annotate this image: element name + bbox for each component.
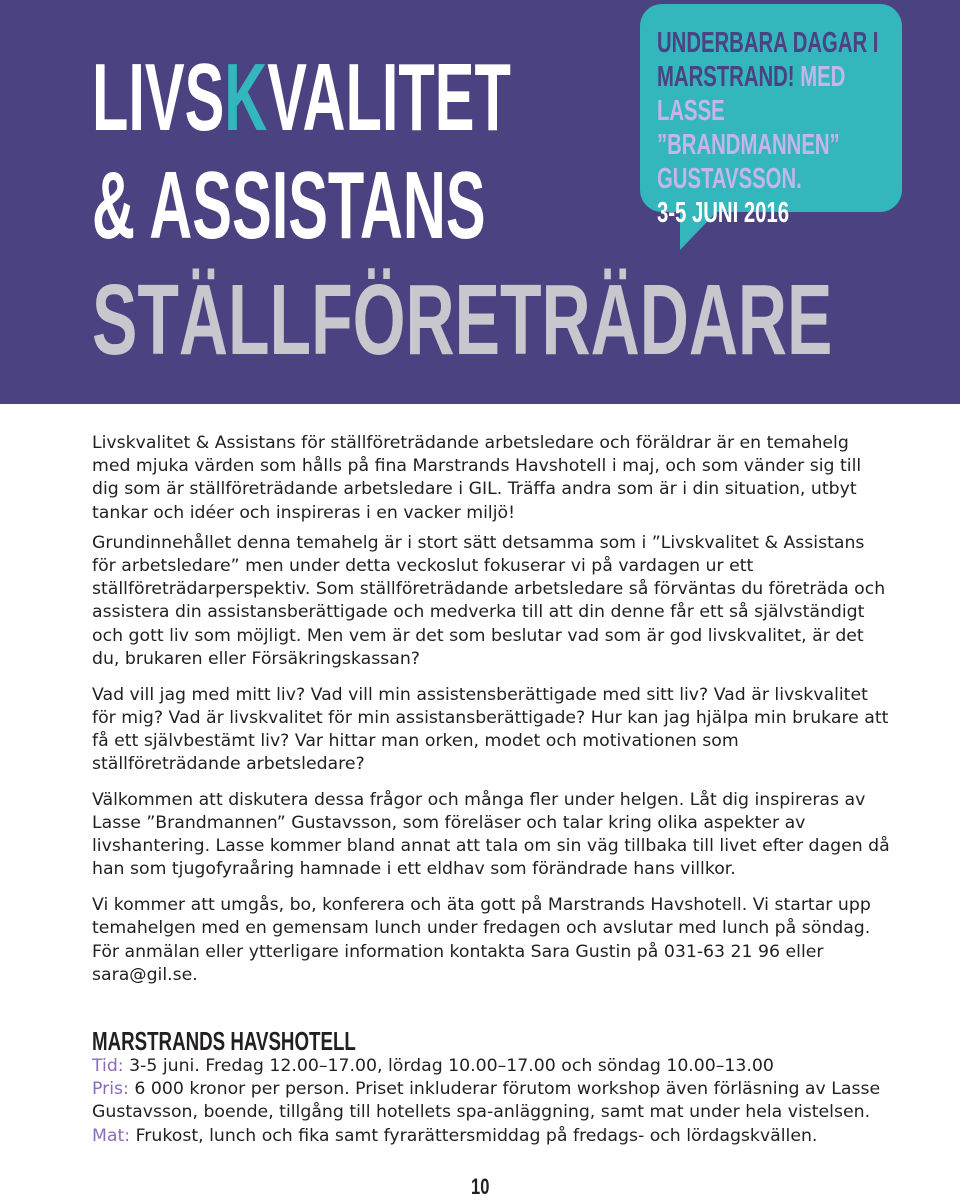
time-value: 3-5 juni. Fredag 12.00–17.00, lördag 10.00–17.00 och söndag 10.00–13.00 (129, 1056, 774, 1076)
paragraph-contact: Vi kommer att umgås, bo, konferera och äta gott på Marstrands Havshotell. Vi startar upp temahelgen med en gemensam lunch under fredagen och avslutar med lunch på söndag. För anmälan eller ytterligare information kontakta Sara Gustin på 031-63 21 96 eller sara@gil.se. (92, 895, 871, 985)
paragraph-questions: Vad vill jag med mitt liv? Vad vill min assistensberättigade med sitt liv? Vad är livskvalitet för mig? Vad är livskvalitet för min assistansberättigade? Hur kan jag hjälpa min brukare att få ett självbestämt liv? Var hittar man orken, modet och motivationen som ställföreträdande arbetsledare? (92, 684, 889, 775)
title-line-3: STÄLLFÖRETRÄDARE (92, 264, 833, 376)
title-line-1: LIVSKVALITET (92, 44, 511, 151)
paragraph-intro: Livskvalitet & Assistans för ställföreträdande arbetsledare och föräldrar är en temahelg med mjuka värden som hålls på fina Marstrands Havshotell i maj, och som vänder sig till dig som är ställföreträdande arbetsledare i GIL. Träffa andra som är i din situation, utbyt tankar och idéer och inspireras i en vacker miljö! (92, 433, 862, 523)
paragraph-content: Grundinnehållet denna temahelg är i stort sätt detsamma som i ”Livskvalitet & Assistans för arbetsledare” men under detta veckoslut fokuserar vi på vardagen ur ett ställföreträdarperspektiv. Som ställföreträdande arbetsledare så förväntas du företräda och assistera din assistansberättigade och medverka till att din denne får ett så självständigt och gott liv som möjligt. Men vem är det som beslutar vad som är god livskvalitet, är det du, brukaren eller Försäkringskassan? (92, 532, 886, 669)
time-row (92, 1055, 892, 1078)
title-accent-letter: K (224, 44, 268, 151)
article-body (92, 432, 892, 999)
price-row (92, 1078, 892, 1124)
time-label: Tid: (92, 1056, 124, 1076)
event-date: 3-5 JUNI 2016 (657, 197, 790, 229)
price-value: 6 000 kronor per person. Priset inkluderar förutom workshop även förläsning av Lasse Gustavsson, boende, tillgång till hotellets spa-anläggning, samt mat under hela vistelsen. (92, 1079, 881, 1123)
title-line-2: & ASSISTANS (92, 152, 486, 259)
food-label: Mat: (92, 1125, 131, 1146)
price-label: Pris: (92, 1079, 129, 1100)
speech-bubble-text: UNDERBARA DAGAR I MARSTRAND! MED LASSE ”BRANDMANNEN” GUSTAVSSON. 3-5 JUNI 2016 (657, 26, 888, 230)
venue-info (92, 1026, 892, 1148)
paragraph-welcome: Välkommen att diskutera dessa frågor och många fler under helgen. Låt dig inspireras av Lasse ”Brandmannen” Gustavsson, som föreläser och talar kring olika aspekter av livshantering. Lasse kommer bland annat att tala om sin väg tillbaka till livet efter dagen då han som tjugofyraåring hamnade i ett eldhav som förändrade hans villkor. (92, 789, 890, 880)
venue-title: MARSTRANDS HAVSHOTELL (92, 1026, 356, 1056)
food-row (92, 1125, 892, 1148)
page-number: 10 (470, 1174, 490, 1199)
food-value: Frukost, lunch och fika samt fyrarättersmiddag på fredags- och lördagskvällen. (135, 1125, 818, 1146)
